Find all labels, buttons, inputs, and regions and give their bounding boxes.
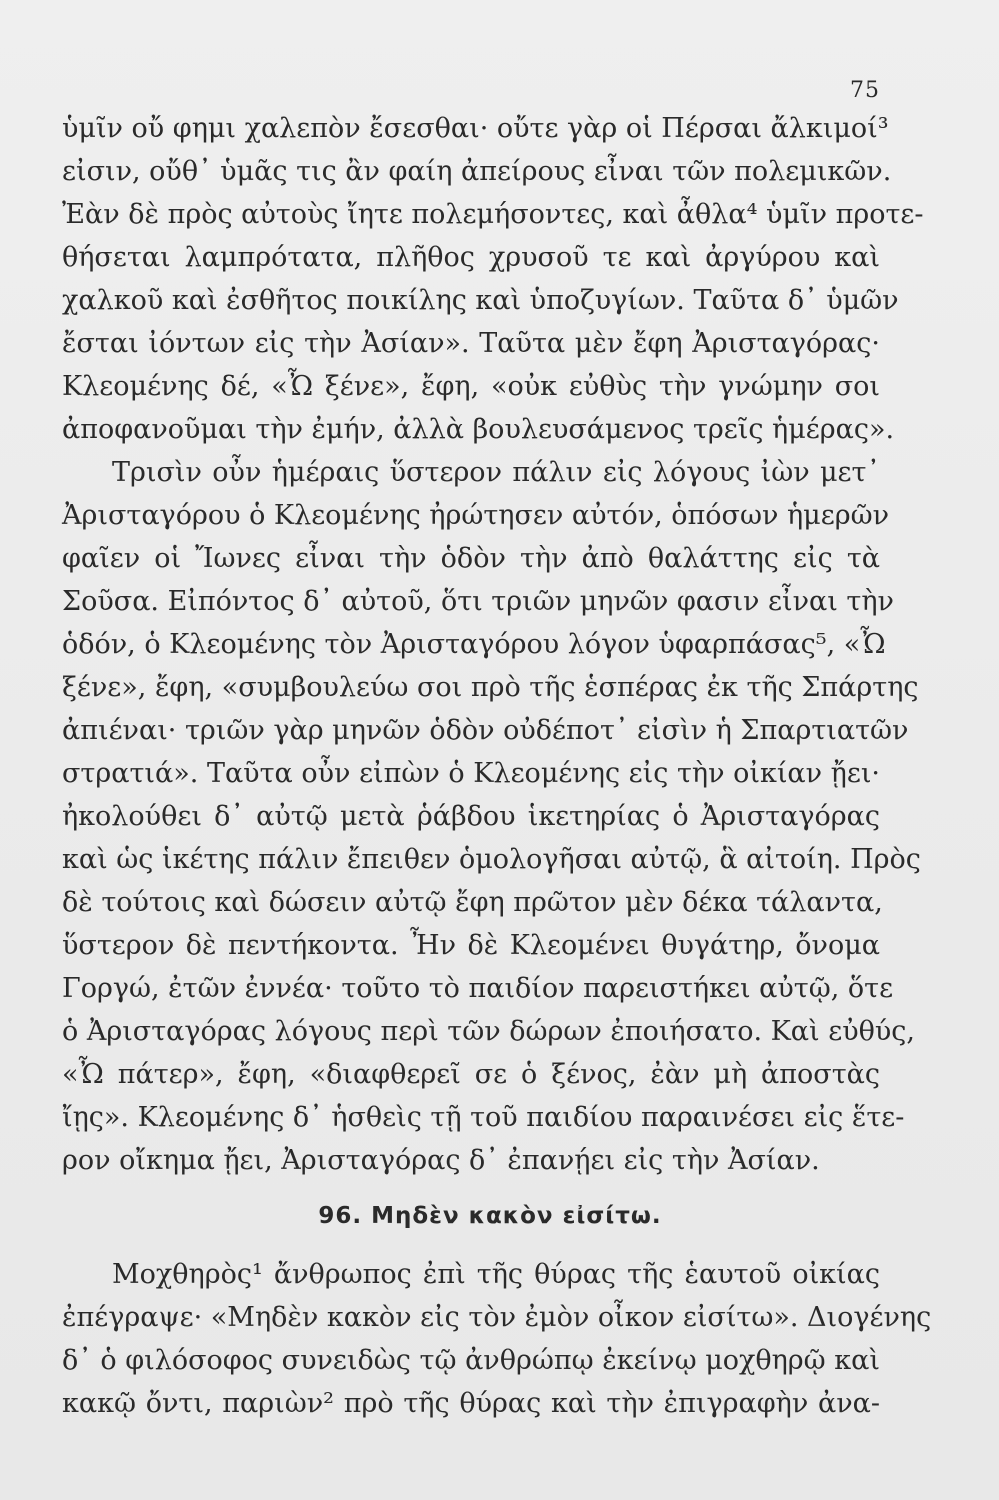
text-line: εἰσιν, οὔθ᾿ ὑμᾶς τις ἂν φαίη ἀπείρους εἶναι τῶν πολεμικῶν. [62, 156, 892, 187]
text-line: Κλεομένης δέ, «Ὦ ξένε», ἔφη, «οὐκ εὐθὺς τὴν γνώμην σοι [62, 371, 880, 402]
text-line: Ἀρισταγόρου ὁ Κλεομένης ἠρώτησεν αὐτόν, ὁπόσων ἡμερῶν [62, 500, 889, 531]
text-line: στρατιά». Ταῦτα οὖν εἰπὼν ὁ Κλεομένης εἰς τὴν οἰκίαν ᾔει· [62, 758, 880, 789]
text-line: ἀπιέναι· τριῶν γὰρ μηνῶν ὁδὸν οὐδέποτ᾿ εἰσὶν ἡ Σπαρτιατῶν [62, 715, 909, 746]
text-line: Γοργώ, ἐτῶν ἐννέα· τοῦτο τὸ παιδίον παρειστήκει αὐτῷ, ὅτε [62, 973, 894, 1004]
text-line: χαλκοῦ καὶ ἐσθῆτος ποικίλης καὶ ὑποζυγίων. Ταῦτα δ᾿ ὑμῶν [62, 285, 899, 316]
text-line: θήσεται λαμπρότατα, πλῆθος χρυσοῦ τε καὶ ἀργύρου καὶ [62, 242, 880, 273]
text-line: δ᾿ ὁ φιλόσοφος συνειδὼς τῷ ἀνθρώπῳ ἐκείνῳ μοχθηρῷ καὶ [62, 1345, 880, 1376]
text-line: ὕστερον δὲ πεντήκοντα. Ἦν δὲ Κλεομένει θυγάτηρ, ὄνομα [62, 930, 880, 961]
text-line: ἐπέγραψε· «Μηδὲν κακὸν εἰς τὸν ἐμὸν οἶκον εἰσίτω». Διογένης [62, 1302, 932, 1333]
text-line: ἴῃς». Κλεομένης δ᾿ ἡσθεὶς τῇ τοῦ παιδίου παραινέσει εἰς ἕτε- [62, 1102, 905, 1133]
text-line: Ἐὰν δὲ πρὸς αὐτοὺς ἴητε πολεμήσοντες, καὶ ἆθλα⁴ ὑμῖν προτε- [62, 199, 924, 230]
text-line: φαῖεν οἱ Ἴωνες εἶναι τὴν ὁδὸν τὴν ἀπὸ θαλάττης εἰς τὰ [62, 543, 880, 574]
section-heading: 96. Μηδὲν κακὸν εἰσίτω. [318, 1203, 662, 1229]
text-line: «Ὦ πάτερ», ἔφη, «διαφθερεῖ σε ὁ ξένος, ἐὰν μὴ ἀποστὰς [62, 1059, 880, 1090]
text-line: ἔσται ἰόντων εἰς τὴν Ἀσίαν». Ταῦτα μὲν ἔφη Ἀρισταγόρας· [62, 328, 880, 359]
text-line: ὁ Ἀρισταγόρας λόγους περὶ τῶν δώρων ἐποιήσατο. Καὶ εὐθύς, [62, 1016, 915, 1047]
page-number: 75 [850, 78, 880, 103]
text-line: ὁδόν, ὁ Κλεομένης τὸν Ἀρισταγόρου λόγον ὑφαρπάσας⁵, «Ὦ [62, 629, 886, 660]
text-line: ὑμῖν οὔ φημι χαλεπὸν ἔσεσθαι· οὔτε γὰρ οἱ Πέρσαι ἄλκιμοί³ [62, 113, 889, 144]
text-line: Τρισὶν οὖν ἡμέραις ὕστερον πάλιν εἰς λόγους ἰὼν μετ᾿ [112, 457, 880, 488]
text-line: ξένε», ἔφη, «συμβουλεύω σοι πρὸ τῆς ἑσπέρας ἐκ τῆς Σπάρτης [62, 672, 919, 703]
text-line: Σοῦσα. Εἰπόντος δ᾿ αὐτοῦ, ὅτι τριῶν μηνῶν φασιν εἶναι τὴν [62, 586, 894, 617]
text-line: καὶ ὡς ἱκέτης πάλιν ἔπειθεν ὁμολογῆσαι αὐτῷ, ἃ αἰτοίη. Πρὸς [62, 844, 921, 875]
text-line: ἀποφανοῦμαι τὴν ἐμήν, ἀλλὰ βουλευσάμενος τρεῖς ἡμέρας». [62, 414, 895, 445]
text-line: δὲ τούτοις καὶ δώσειν αὐτῷ ἔφη πρῶτον μὲν δέκα τάλαντα, [62, 887, 883, 918]
text-line: Μοχθηρὸς¹ ἄνθρωπος ἐπὶ τῆς θύρας τῆς ἑαυτοῦ οἰκίας [112, 1259, 880, 1290]
text-line: κακῷ ὄντι, παριὼν² πρὸ τῆς θύρας καὶ τὴν ἐπιγραφὴν ἀνα- [62, 1388, 880, 1419]
text-line: ρον οἴκημα ᾔει, Ἀρισταγόρας δ᾿ ἐπανῄει εἰς τὴν Ἀσίαν. [62, 1145, 820, 1176]
text-line: ἠκολούθει δ᾿ αὐτῷ μετὰ ῥάβδου ἱκετηρίας ὁ Ἀρισταγόρας [62, 801, 880, 832]
